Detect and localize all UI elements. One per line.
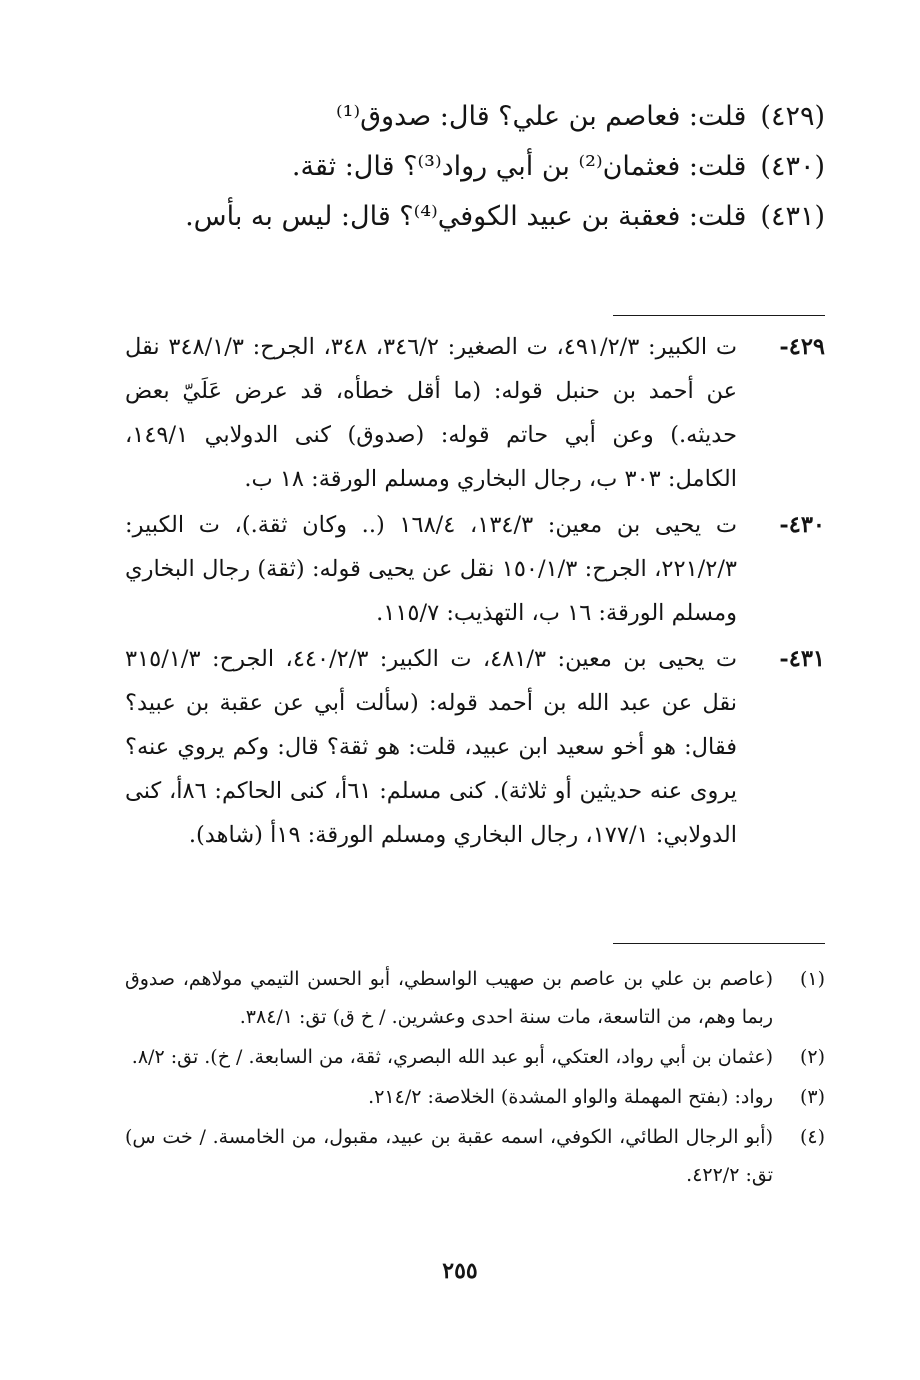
commentary-notes [125, 325, 825, 859]
entry-text: قلت: فعثمان⁽²⁾ بن أبي رواد⁽³⁾؟ قال: ثقة. [291, 151, 747, 182]
main-entries [125, 92, 825, 242]
entry-430 [125, 142, 825, 192]
footnote-text: (عثمان بن أبي رواد، العتكي، أبو عبد الله البصري، ثقة، من السابعة. / خ). تق: ٨/٢. [131, 1046, 773, 1068]
entry-431 [125, 192, 825, 242]
entry-text: قلت: فعاصم بن علي؟ قال: صدوق⁽¹⁾ [335, 101, 747, 132]
note-number: ٤٣١- [779, 646, 825, 672]
notes-divider [613, 315, 825, 316]
footnote-4 [125, 1118, 825, 1194]
page-number: ٢٥٥ [442, 1258, 478, 1284]
note-429 [125, 325, 825, 501]
footnote-number: (١) [799, 968, 825, 990]
note-430 [125, 503, 825, 635]
entry-text: قلت: فعقبة بن عبيد الكوفي⁽⁴⁾؟ قال: ليس به بأس. [185, 201, 747, 232]
note-text: ت يحيى بن معين: ٤٨١/٣، ت الكبير: ٤٤٠/٢/٣، الجرح: ٣١٥/١/٣ نقل عن عبد الله بن أحمد قوله: (سألت أبي عن عقبة بن عبيد؟ فقال: هو أخو سعيد ابن عبيد، قلت: هو ثقة؟ قال: وكم يروي عنه؟ يروى عنه حديثين أو ثلاثة). كنى مسلم: ٦١أ، كنى الحاكم: ٨٦أ، كنى الدولابي: ١٧٧/١، رجال البخاري ومسلم الورقة: ١٩أ (شاهد). [125, 646, 738, 848]
entry-number: (٤٢٩) [760, 101, 825, 132]
entry-number: (٤٣٠) [760, 151, 825, 182]
entry-429 [125, 92, 825, 142]
note-text: ت الكبير: ٤٩١/٢/٣، ت الصغير: ٣٤٦/٢، ٣٤٨، الجرح: ٣٤٨/١/٣ نقل عن أحمد بن حنبل قوله: (ما أقل خطأه، قد عرض عَلَيّ بعض حديثه.) وعن أبي حاتم قوله: (صدوق) كنى الدولابي ١٤٩/١، الكامل: ٣٠٣ ب، رجال البخاري ومسلم الورقة: ١٨ ب. [125, 334, 738, 492]
note-431 [125, 637, 825, 857]
footnote-text: (أبو الرجال الطائي، الكوفي، اسمه عقبة بن عبيد، مقبول، من الخامسة. / خت س) تق: ٤٢٢/٢. [125, 1126, 773, 1186]
footnote-1 [125, 960, 825, 1036]
footnote-text: رواد: (بفتح المهملة والواو المشدة) الخلاصة: ٢١٤/٢. [368, 1086, 773, 1108]
footnote-text: (عاصم بن علي بن عاصم بن صهيب الواسطي، أبو الحسن التيمي مولاهم، صدوق ربما وهم، من التاسعة، مات سنة احدى وعشرين. / خ ق) تق: ٣٨٤/١. [125, 968, 773, 1028]
footnote-3 [125, 1078, 825, 1116]
footnote-number: (٢) [799, 1046, 825, 1068]
footnotes-divider [613, 943, 825, 944]
note-number: ٤٢٩- [779, 334, 825, 360]
footnote-number: (٤) [799, 1126, 825, 1148]
footnotes [125, 960, 825, 1196]
note-text: ت يحيى بن معين: ١٣٤/٣، ١٦٨/٤ (.. وكان ثقة.)، ت الكبير: ٢٢١/٢/٣، الجرح: ١٥٠/١/٣ نقل عن يحيى قوله: (ثقة) رجال البخاري ومسلم الورقة: ١٦ ب، التهذيب: ١١٥/٧. [125, 512, 737, 626]
footnote-2 [125, 1038, 825, 1076]
note-number: ٤٣٠- [779, 512, 825, 538]
entry-number: (٤٣١) [760, 201, 825, 232]
footnote-number: (٣) [799, 1086, 825, 1108]
